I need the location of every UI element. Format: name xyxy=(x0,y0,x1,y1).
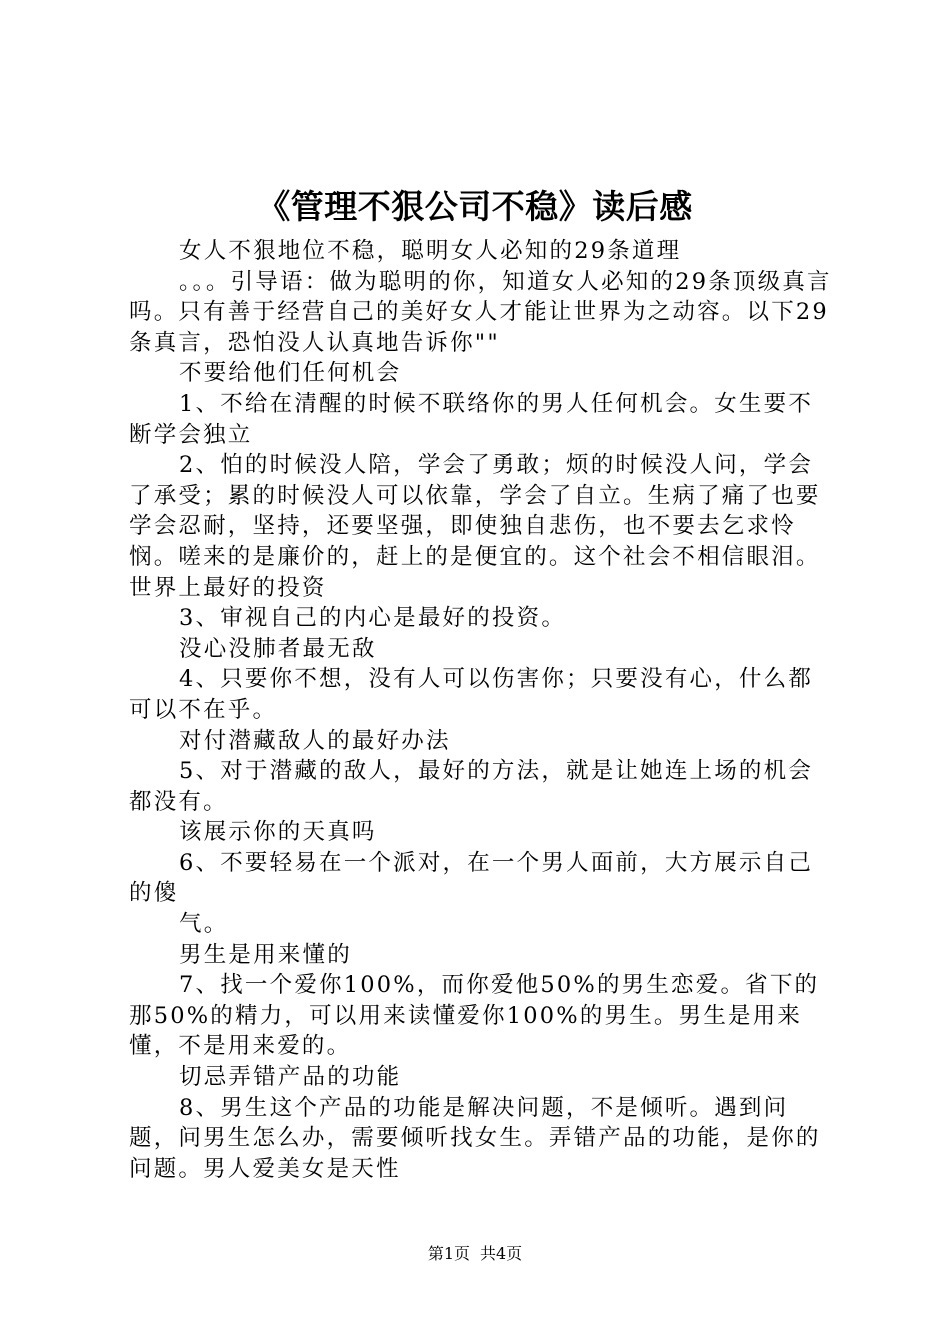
paragraph: 对付潜藏敌人的最好办法 xyxy=(179,727,451,754)
page-footer xyxy=(0,1242,950,1266)
paragraph: 5、对于潜藏的敌人，最好的方法，就是让她连上场的机会都没有。 xyxy=(129,758,814,815)
paragraph: 。。。引导语：做为聪明的你，知道女人必知的29条顶级真言吗。只有善于经营自己的美好女人才能让世界为之动容。以下29条真言，恐怕没人认真地告诉你"" xyxy=(129,268,832,356)
paragraph: 该展示你的天真吗 xyxy=(179,819,377,846)
paragraph: 4、只要你不想，没有人可以伤害你；只要没有心，什么都可以不在乎。 xyxy=(129,666,814,723)
paragraph: 8、男生这个产品的功能是解决问题，不是倾听。遇到问题，问男生怎么办，需要倾听找女生。弄错产品的功能，是你的问题。男人爱美女是天性 xyxy=(129,1094,821,1182)
paragraph: 1、不给在清醒的时候不联络你的男人任何机会。女生要不断学会独立 xyxy=(129,390,814,448)
page-number: 第1页 xyxy=(427,1244,470,1263)
paragraph: 女人不狠地位不稳，聪明女人必知的29条道理 xyxy=(179,238,682,264)
paragraph: 6、不要轻易在一个派对，在一个男人面前，大方展示自己的傻 xyxy=(129,849,814,907)
paragraph: 3、审视自己的内心是最好的投资。 xyxy=(179,605,567,632)
paragraph: 没心没肺者最无敌 xyxy=(179,635,377,662)
paragraph: 气。 xyxy=(179,911,229,938)
document-body xyxy=(129,236,834,1184)
paragraph: 7、找一个爱你100%，而你爱他50%的男生恋爱。省下的那50%的精力，可以用来读懂爱你100%的男生。男生是用来懂，不是用来爱的。 xyxy=(129,972,820,1060)
paragraph: 男生是用来懂的 xyxy=(179,941,352,968)
page-total: 共4页 xyxy=(480,1244,523,1263)
paragraph: 不要给他们任何机会 xyxy=(179,360,402,387)
document-title: 《管理不狠公司不稳》读后感 xyxy=(257,187,693,226)
paragraph: 切忌弄错产品的功能 xyxy=(179,1064,402,1091)
paragraph: 2、怕的时候没人陪，学会了勇敢；烦的时候没人问，学会了承受；累的时候没人可以依靠，学会了自立。生病了痛了也要学会忍耐，坚持，还要坚强，即使独自悲伤，也不要去乞求怜悯。嗟来的是廉价的，赶上的是便宜的。这个社会不相信眼泪。世界上最好的投资 xyxy=(129,452,821,601)
